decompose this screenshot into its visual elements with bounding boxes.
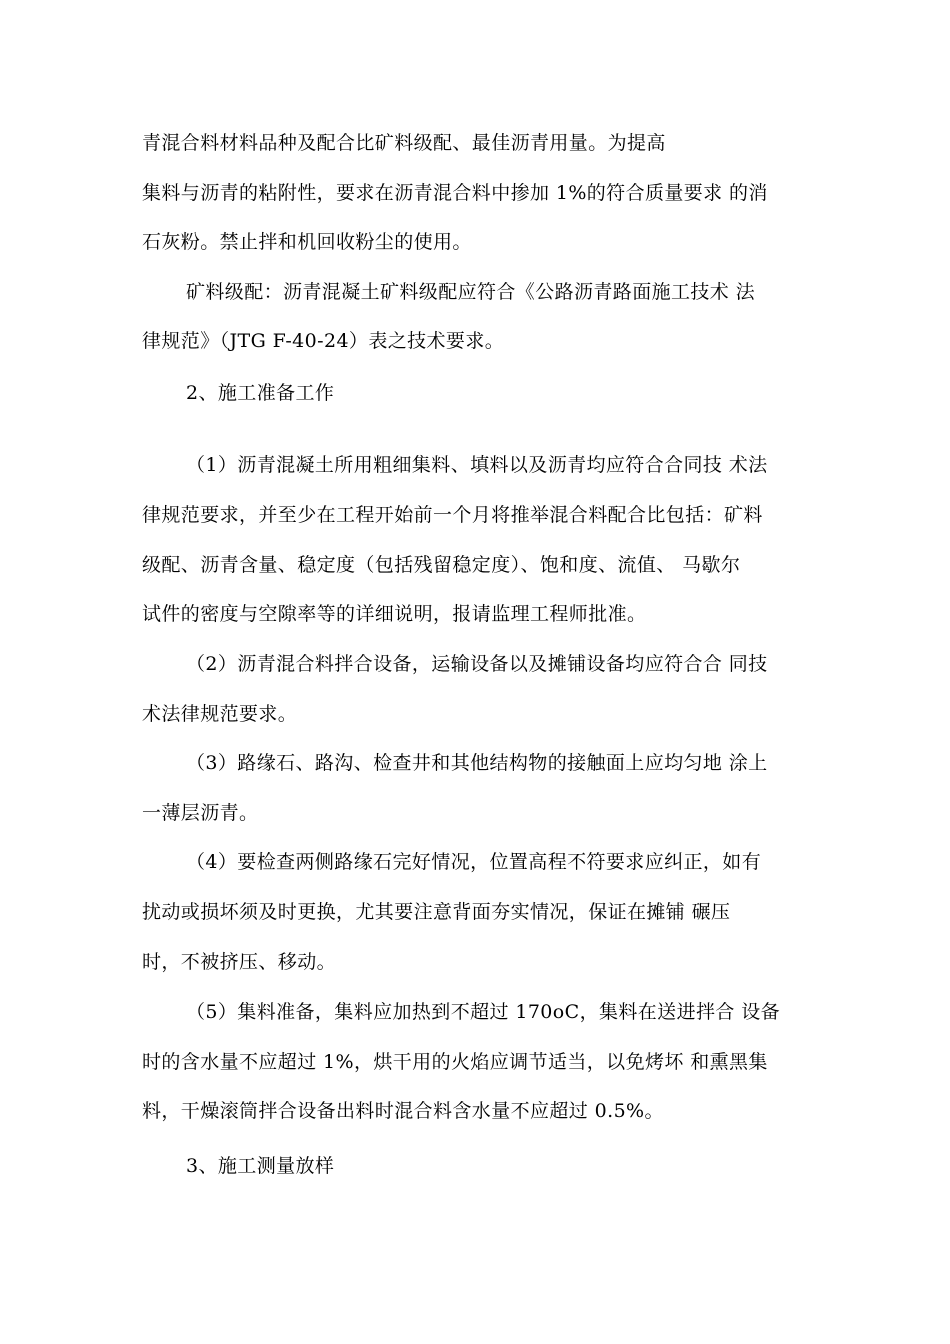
paragraph-line: （4）要检查两侧路缘石完好情况，位置高程不符要求应纠正，如有 xyxy=(186,851,762,873)
paragraph-line: 集料与沥青的粘附性，要求在沥青混合料中掺加 1%的符合质量要求 的消 xyxy=(142,182,768,204)
paragraph-line: 料，干燥滚筒拌合设备出料时混合料含水量不应超过 0.5%。 xyxy=(142,1100,664,1122)
paragraph-line: （2）沥青混合料拌合设备，运输设备以及摊铺设备均应符合合 同技 xyxy=(186,653,768,675)
paragraph-line: 律规范》（JTG F-40-24）表之技术要求。 xyxy=(142,330,505,352)
paragraph-line: （1）沥青混凝土所用粗细集料、填料以及沥青均应符合合同技 术法 xyxy=(186,454,768,476)
paragraph-line: 青混合料材料品种及配合比矿料级配、最佳沥青用量。为提高 xyxy=(142,132,666,154)
paragraph-line: 时，不被挤压、移动。 xyxy=(142,951,337,973)
paragraph-line: 一薄层沥青。 xyxy=(142,802,259,824)
paragraph-line: 石灰粉。禁止拌和机回收粉尘的使用。 xyxy=(142,231,472,253)
paragraph-line: 矿料级配：沥青混凝土矿料级配应符合《公路沥青路面施工技术 法 xyxy=(186,281,756,303)
paragraph-line: 时的含水量不应超过 1%，烘干用的火焰应调节适当，以免烤坏 和熏黑集 xyxy=(142,1051,768,1073)
paragraph-line: 扰动或损坏须及时更换，尤其要注意背面夯实情况，保证在摊铺 碾压 xyxy=(142,901,731,923)
paragraph-line: （3）路缘石、路沟、检查井和其他结构物的接触面上应均匀地 涂上 xyxy=(186,752,768,774)
paragraph-line: （5）集料准备，集料应加热到不超过 170oC，集料在送进拌合 设备 xyxy=(186,1001,781,1023)
paragraph-line: 级配、沥青含量、稳定度（包括残留稳定度）、饱和度、流值、 马歇尔 xyxy=(142,554,741,576)
section-heading: 3、施工测量放样 xyxy=(186,1155,335,1177)
paragraph-line: 术法律规范要求。 xyxy=(142,703,298,725)
paragraph-line: 试件的密度与空隙率等的详细说明，报请监理工程师批准。 xyxy=(142,603,647,625)
paragraph-line: 律规范要求，并至少在工程开始前一个月将推举混合料配合比包括：矿料 xyxy=(142,504,763,526)
section-heading: 2、施工准备工作 xyxy=(186,382,335,404)
